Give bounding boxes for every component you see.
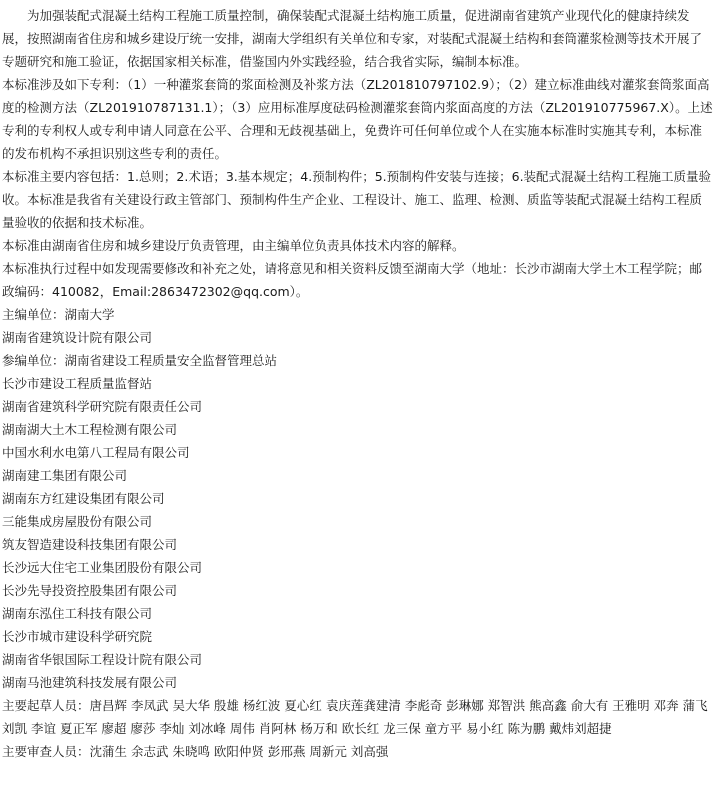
- participating-unit: 湖南湖大土木工程检测有限公司: [2, 422, 178, 437]
- feedback-paragraph: 本标准执行过程中如发现需要修改和补充之处，请将意见和相关资料反馈至湖南大学（地址：长沙市湖南大学土木工程学院；邮政编码：410082，Email:2863472302@qq.com）。: [2, 261, 703, 299]
- contents-paragraph: 本标准主要内容包括：1.总则；2.术语；3.基本规定；4.预制构件；5.预制构件安装与连接；6.装配式混凝土结构工程施工质量验收。本标准是我省有关建设行政主管部门、预制构件生产企业、工程设计、施工、监理、检测、质监等装配式混凝土结构工程质量验收的依据和技术标准。: [2, 169, 712, 230]
- participating-unit: 湖南省建设工程质量安全监督管理总站: [64, 353, 278, 368]
- participating-unit: 湖南马池建筑科技发展有限公司: [2, 675, 178, 690]
- participating-unit: 三能集成房屋股份有限公司: [2, 514, 153, 529]
- participating-unit: 长沙先导投资控股集团有限公司: [2, 583, 178, 598]
- participating-unit: 中国水利水电第八工程局有限公司: [2, 445, 190, 460]
- participating-unit: 筑友智造建设科技集团有限公司: [2, 537, 178, 552]
- participating-unit: 湖南省华银国际工程设计院有限公司: [2, 652, 203, 667]
- participating-units-label: 参编单位：: [2, 353, 65, 368]
- chief-editor-unit: 湖南省建筑设计院有限公司: [2, 330, 153, 345]
- participating-units-line: [2, 349, 714, 372]
- participating-unit: 湖南省建筑科学研究院有限责任公司: [2, 399, 203, 414]
- chief-editor-line: [2, 303, 714, 326]
- participating-unit: 长沙市建设工程质量监督站: [2, 376, 153, 391]
- patents-paragraph: 本标准涉及如下专利：（1）一种灌浆套筒的浆面检测及补浆方法（ZL201810797102.9）；（2）建立标准曲线对灌浆套筒浆面高度的检测方法（ZL201910787131.1）；（3）应用标准厚度砝码检测灌浆套筒内浆面高度的方法（ZL201910775967.X）。上述专利的专利权人或专利申请人同意在公平、合理和无歧视基础上，免费许可任何单位或个人在实施本标准时实施其专利，本标准的发布机构不承担识别这些专利的责任。: [2, 77, 713, 161]
- chief-editor-label: 主编单位：: [2, 307, 65, 322]
- participating-unit: 湖南建工集团有限公司: [2, 468, 128, 483]
- foreword-intro-paragraph: 为加强装配式混凝土结构工程施工质量控制，确保装配式混凝土结构施工质量，促进湖南省建筑产业现代化的健康持续发展，按照湖南省住房和城乡建设厅统一安排，湖南大学组织有关单位和专家，对装配式混凝土结构和套筒灌浆检测等技术开展了专题研究和施工验证，依据国家相关标准，借鉴国内外实践经验，结合我省实际，编制本标准。: [2, 8, 703, 69]
- chief-editor-unit: 湖南大学: [64, 307, 115, 322]
- participating-unit: 长沙市城市建设科学研究院: [2, 629, 153, 644]
- participating-unit: 长沙远大住宅工业集团股份有限公司: [2, 560, 203, 575]
- management-paragraph: 本标准由湖南省住房和城乡建设厅负责管理，由主编单位负责具体技术内容的解释。: [2, 238, 465, 253]
- drafters-paragraph: 主要起草人员：唐昌辉 李凤武 吴大华 殷雄 杨红波 夏心红 袁庆莲龚建清 李彪奇 彭琳娜 郑智洪 熊高鑫 俞大有 王雅明 邓奔 蒲飞刘凯 李谊 夏正军 廖超 廖莎 李灿 刘冰峰 周伟 肖阿林 杨万和 欧长红 龙三保 童方平 易小红 陈为鹏 戴炜刘超捷: [2, 698, 708, 736]
- participating-unit: 湖南东方红建设集团有限公司: [2, 491, 165, 506]
- reviewers-paragraph: 主要审查人员：沈蒲生 余志武 朱晓鸣 欧阳仲贤 彭邢燕 周新元 刘高强: [2, 744, 389, 759]
- participating-unit: 湖南东泓住工科技有限公司: [2, 606, 153, 621]
